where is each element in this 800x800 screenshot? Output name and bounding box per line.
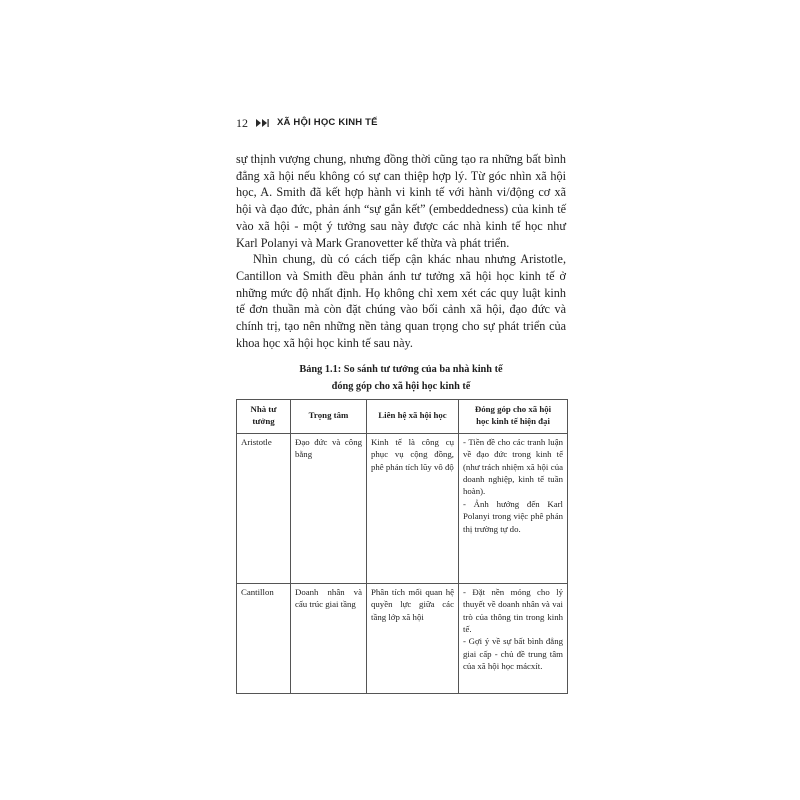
table-caption-line-2: đóng góp cho xã hội học kinh tế bbox=[331, 381, 471, 392]
cell-thinker: Aristotle bbox=[237, 433, 291, 583]
contribution-point: - Đặt nền móng cho lý thuyết về doanh nhân và vai trò của thông tin trong kinh tế. bbox=[463, 586, 563, 635]
double-chevron-right-icon bbox=[255, 118, 269, 128]
header-contribution: Đóng góp cho xã hội học kinh tế hiện đại bbox=[459, 400, 568, 434]
header-focus: Trọng tâm bbox=[291, 400, 367, 434]
table-header-row bbox=[237, 400, 568, 434]
table-caption bbox=[236, 361, 566, 395]
body-text bbox=[236, 151, 566, 351]
cell-focus: Doanh nhân và cấu trúc giai tầng bbox=[291, 583, 367, 693]
paragraph-1: sự thịnh vượng chung, nhưng đồng thời cũng tạo ra những bất bình đẳng xã hội nếu không có sự can thiệp hợp lý. Từ góc nhìn xã hội học, A. Smith đã kết hợp hành vi kinh tế với hành vi/động cơ xã hội và đạo đức, phản ánh “sự gắn kết” (embeddedness) của kinh tế vào xã hội - một ý tưởng sau này được các nhà kinh tế học như Karl Polanyi và Mark Granovetter kế thừa và phát triển. bbox=[236, 152, 566, 250]
paragraph-2: Nhìn chung, dù có cách tiếp cận khác nhau nhưng Aristotle, Cantillon và Smith đều phản ánh tư tưởng xã hội học kinh tế ở những mức độ nhất định. Họ không chỉ xem xét các quy luật kinh tế đơn thuần mà còn đặt chúng vào bối cảnh xã hội, đạo đức và chính trị, tạo nên những nền tảng quan trọng cho sự phát triển của khoa học xã hội học kinh tế sau này. bbox=[236, 252, 566, 350]
table-row bbox=[237, 583, 568, 693]
running-header-title: XÃ HỘI HỌC KINH TẾ bbox=[277, 117, 378, 128]
cell-focus: Đạo đức và công bằng bbox=[291, 433, 367, 583]
contribution-point: - Gợi ý về sự bất bình đẳng giai cấp - chủ đề trung tâm của xã hội học mácxít. bbox=[463, 636, 563, 672]
contribution-point: - Tiền đề cho các tranh luận về đạo đức trong kinh tế (như trách nhiệm xã hội của doanh nghiệp, kinh tế tuần hoàn). bbox=[463, 436, 563, 497]
contribution-point: - Ảnh hưởng đến Karl Polanyi trong việc phê phán thị trường tự do. bbox=[463, 498, 563, 534]
comparison-table bbox=[236, 399, 568, 694]
table-caption-line-1: Bảng 1.1: So sánh tư tưởng của ba nhà kinh tế bbox=[299, 364, 503, 375]
cell-contribution bbox=[459, 433, 568, 583]
cell-relation: Kinh tế là công cụ phục vụ cộng đồng, phê phán tích lũy vô độ bbox=[367, 433, 459, 583]
running-header bbox=[236, 116, 378, 130]
header-relation: Liên hệ xã hội học bbox=[367, 400, 459, 434]
cell-relation: Phân tích mối quan hệ quyền lực giữa các tầng lớp xã hội bbox=[367, 583, 459, 693]
table-row bbox=[237, 433, 568, 583]
header-thinker: Nhà tư tưởng bbox=[237, 400, 291, 434]
cell-thinker: Cantillon bbox=[237, 583, 291, 693]
page-number: 12 bbox=[236, 116, 248, 130]
cell-contribution bbox=[459, 583, 568, 693]
